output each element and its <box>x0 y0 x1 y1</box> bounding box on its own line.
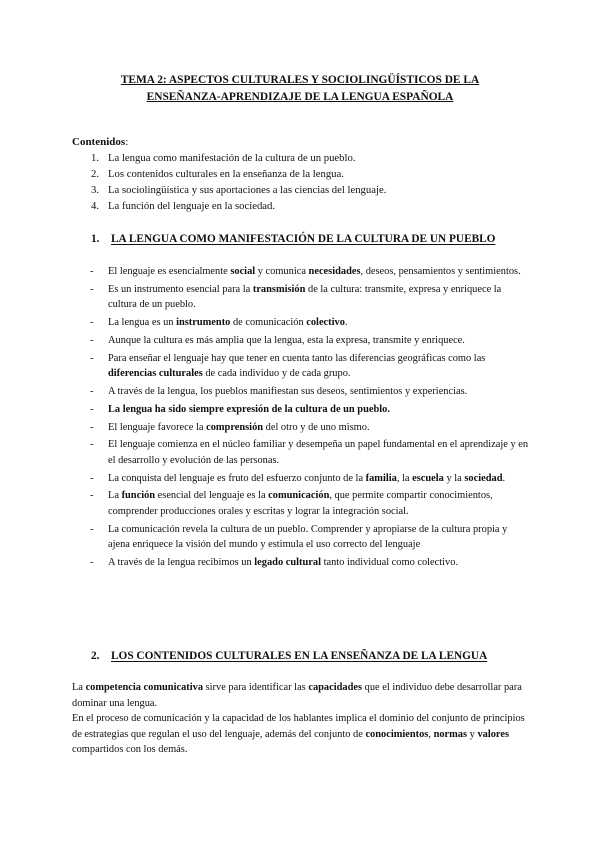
contents-list <box>72 150 532 214</box>
title-line-2: ENSEÑANZA-APRENDIZAJE DE LA LENGUA ESPAÑOLA <box>146 91 454 103</box>
bold-term: normas <box>433 728 468 740</box>
bold-term: familia <box>365 472 397 484</box>
text-run: Para enseñar el lenguaje hay que tener en cuenta tanto las diferencias geográficas como las <box>108 352 486 364</box>
bold-term: conocimientos <box>365 728 429 740</box>
bullet-item <box>72 402 530 418</box>
bullet-item <box>72 555 530 571</box>
text-run: El lenguaje favorece la <box>108 421 207 433</box>
bullet-item <box>72 488 530 519</box>
text-run: La <box>72 682 86 693</box>
text-run: Aunque la cultura es más amplia que la lengua, esta la expresa, transmite y enriquece. <box>108 334 465 346</box>
bullet-dash: - <box>90 490 94 502</box>
bullet-dash: - <box>90 317 94 329</box>
bullet-item <box>72 282 530 313</box>
bold-term: colectivo <box>306 317 345 329</box>
bullet-item <box>72 351 530 382</box>
bullet-item <box>72 437 530 468</box>
bullet-dash: - <box>90 472 94 484</box>
bullet-item <box>72 333 530 349</box>
contents-item-text: La lengua como manifestación de la cultura de un pueblo. <box>108 152 356 164</box>
bullet-item <box>72 471 530 487</box>
bold-term: competencia comunicativa <box>85 682 204 693</box>
text-run: de cada individuo y de cada grupo. <box>202 368 351 380</box>
bullet-dash: - <box>90 403 94 415</box>
bold-term: capacidades <box>308 682 363 693</box>
bold-term: comunicación <box>268 490 330 502</box>
text-run: Es un instrumento esencial para la <box>108 283 253 295</box>
bold-term: comprensión <box>206 421 264 433</box>
text-run: sirve para identificar las <box>203 682 309 693</box>
text-run: La comunicación revela la cultura de un pueblo. Comprender y apropiarse de la cultura propia y ajena enriquece la visión del mundo y estimula el uso correcto del lenguaje <box>108 523 508 551</box>
text-run: En el proceso de comunicación y la capacidad de los hablantes implica el dominio del conjunto de principios de estrategias que regulan el uso del lenguaje, además del conjunto de <box>72 713 525 740</box>
contents-label-text: Contenidos <box>72 136 126 148</box>
bold-term: valores <box>477 728 509 740</box>
bullet-dash: - <box>90 266 94 277</box>
contents-item-text: Los contenidos culturales en la enseñanza de la lengua. <box>108 168 344 180</box>
contents-item-number: 3. <box>91 184 100 196</box>
section-1-number: 1. <box>91 233 100 245</box>
bold-term: instrumento <box>176 317 231 329</box>
bold-term: legado cultural <box>254 557 321 569</box>
contents-item <box>72 150 532 166</box>
contents-item-number: 2. <box>91 168 100 180</box>
text-run: y <box>467 728 478 740</box>
document-title <box>70 72 530 106</box>
section-1-bullet-list <box>72 264 530 573</box>
section-2-body <box>72 680 532 758</box>
text-run: de comunicación <box>230 317 307 329</box>
text-run: compartidos con los demás. <box>72 744 188 756</box>
contents-item <box>72 166 532 182</box>
text-run: del otro y de uno mismo. <box>263 421 370 433</box>
bullet-item <box>72 264 530 280</box>
bold-term: necesidades <box>308 266 361 277</box>
text-run: tanto individual como colectivo. <box>320 557 459 569</box>
body-paragraph <box>72 680 532 711</box>
text-run: y la <box>443 472 465 484</box>
text-run: que el individuo debe desarrollar para dominar una lengua. <box>72 682 522 709</box>
contents-item-number: 1. <box>91 152 100 164</box>
bold-term: social <box>230 266 256 277</box>
text-run: La <box>108 490 122 502</box>
section-2-number: 2. <box>91 650 100 662</box>
text-run: La lengua es un <box>108 317 177 329</box>
section-1-heading <box>72 231 532 247</box>
bullet-dash: - <box>90 352 94 364</box>
text-run: El lenguaje comienza en el núcleo familiar y desempeña un papel fundamental en el aprendizaje y en el desarrollo y evolución de las personas. <box>108 439 529 466</box>
title-line-1: TEMA 2: ASPECTOS CULTURALES Y SOCIOLINGÜÍSTICOS DE LA <box>120 74 480 86</box>
bullet-dash: - <box>90 557 94 569</box>
bold-term: diferencias culturales <box>108 368 203 380</box>
text-run: El lenguaje es esencialmente <box>108 266 231 277</box>
bullet-dash: - <box>90 421 94 433</box>
bold-term: función <box>121 490 156 502</box>
section-2-title: LOS CONTENIDOS CULTURALES EN LA ENSEÑANZA DE LA LENGUA <box>111 650 488 662</box>
section-1-title: LA LENGUA COMO MANIFESTACIÓN DE LA CULTURA DE UN PUEBLO <box>111 233 496 245</box>
bold-term: escuela <box>412 472 444 484</box>
text-run: . <box>502 472 506 484</box>
bullet-item <box>72 522 530 553</box>
contents-item-number: 4. <box>91 200 100 212</box>
bold-term: La lengua ha sido siempre expresión de la cultura de un pueblo. <box>108 403 390 415</box>
text-run: La conquista del lenguaje es fruto del esfuerzo conjunto de la <box>108 472 366 484</box>
bullet-dash: - <box>90 385 94 397</box>
text-run: , que permite compartir conocimientos, comprender producciones orales y escritas y lograr la integración social. <box>108 490 493 517</box>
bold-term: sociedad <box>464 472 503 484</box>
text-run: esencial del lenguaje es la <box>155 490 269 502</box>
text-run: . <box>344 317 348 329</box>
text-run: A través de la lengua recibimos un <box>108 557 255 569</box>
text-run: , deseos, pensamientos y sentimientos. <box>360 266 521 277</box>
bullet-item <box>72 420 530 436</box>
bullet-dash: - <box>90 439 94 451</box>
contents-label <box>72 135 128 149</box>
contents-label-colon: : <box>125 136 129 148</box>
text-run: A través de la lengua, los pueblos manifiestan sus deseos, sentimientos y experiencias. <box>108 385 468 397</box>
text-run: y comunica <box>255 266 309 277</box>
bullet-item <box>72 384 530 400</box>
text-run: de la cultura: transmite, expresa y enriquece la cultura de un pueblo. <box>108 283 502 311</box>
contents-item <box>72 182 532 198</box>
text-run: , la <box>396 472 413 484</box>
bold-term: transmisión <box>252 283 306 295</box>
body-paragraph <box>72 711 532 758</box>
section-2-heading <box>72 648 532 664</box>
bullet-dash: - <box>90 283 94 295</box>
bullet-dash: - <box>90 334 94 346</box>
bullet-dash: - <box>90 523 94 535</box>
contents-item-text: La sociolingüística y sus aportaciones a las ciencias del lenguaje. <box>108 184 387 196</box>
contents-item-text: La función del lenguaje en la sociedad. <box>108 200 276 212</box>
bullet-item <box>72 315 530 331</box>
contents-item <box>72 198 532 214</box>
text-run: , <box>428 728 434 740</box>
